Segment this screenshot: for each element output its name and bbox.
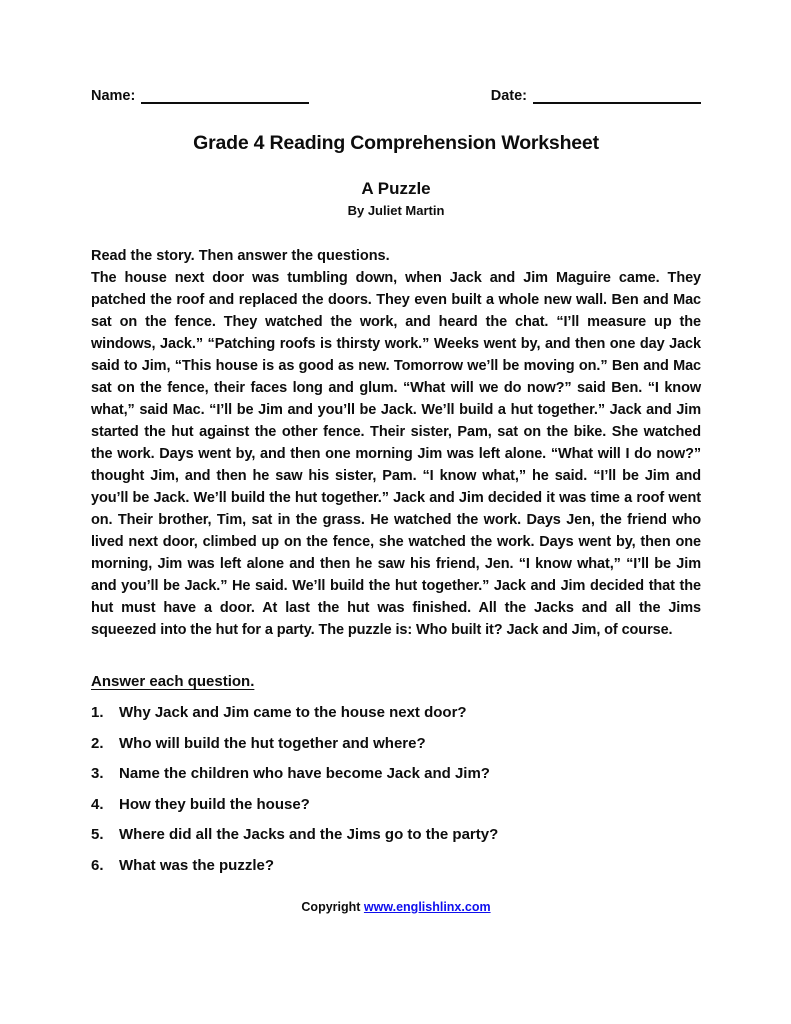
name-date-row	[91, 88, 701, 104]
question-row	[91, 703, 701, 723]
question-text: How they build the house?	[119, 795, 310, 813]
question-number: 2.	[91, 734, 104, 752]
copyright-label: Copyright	[301, 899, 361, 914]
answer-section-heading: Answer each question.	[91, 673, 255, 690]
question-number: 4.	[91, 795, 104, 813]
question-list	[91, 703, 701, 876]
question-row	[91, 856, 701, 876]
question-text: What was the puzzle?	[119, 856, 275, 874]
story-title: A Puzzle	[361, 179, 431, 198]
question-number: 6.	[91, 856, 104, 874]
name-field	[91, 88, 309, 104]
worksheet-title: Grade 4 Reading Comprehension Worksheet	[193, 132, 599, 154]
question-row	[91, 764, 701, 784]
question-number: 1.	[91, 704, 104, 721]
story-text: The house next door was tumbling down, when Jack and Jim Maguire came. They patched the roof and replaced the doors. They even built a whole new wall. Ben and Mac sat on the fence. They watched the work, and heard the chat. “I’ll measure up the windows, Jack.” “Patching roofs is thirsty work.” Weeks went by, and then one day Jack said to Jim, “This house is as good as new. Tomorrow we’ll be moving on.” Ben and Mac sat on the fence, their faces long and glum. “What will we do now?” said Ben. “I know what,” said Mac. “I’ll be Jim and you’ll be Jack. We’ll build a hut together.” Jack and Jim started the hut against the other fence. Their sister, Pam, sat on the bike. She watched the work. Days went by, and then one morning Jim was left alone. “What will I do now?” thought Jim, and then he saw his sister, Pam. “I know what,” he said. “I’ll be Jim and you’ll be Jack. We’ll build the hut together.” Jack and Jim decided it was time a roof went on. Their brother, Tim, sat in the grass. He watched the work. Days Jen, the friend who lived next door, climbed up on the fence, she watched the work. Days went by, then one morning, Jim was left alone and then he saw his friend, Jen. “I know what,” “I’ll be Jim and you’ll be Jack.” He said. We’ll build the hut together.” Jack and Jim decided that the hut must have a door. At last the hut was finished. All the Jacks and all the Jims squeezed into the hut for a party. The puzzle is: Who built it? Jack and Jim, of course.	[91, 270, 701, 638]
question-row	[91, 734, 701, 754]
question-number: 3.	[91, 765, 104, 782]
question-row	[91, 825, 701, 845]
date-blank-line	[533, 89, 701, 104]
question-text: Name the children who have become Jack and Jim?	[119, 765, 490, 782]
copyright-link[interactable]: www.englishlinx.com	[363, 899, 491, 914]
date-label: Date:	[490, 88, 527, 104]
question-row	[91, 795, 701, 815]
copyright-footer	[91, 900, 701, 914]
question-text: Where did all the Jacks and the Jims go to the party?	[119, 826, 499, 843]
question-text: Who will build the hut together and where?	[119, 734, 426, 752]
story-byline: By Juliet Martin	[347, 203, 445, 218]
question-number: 5.	[91, 826, 104, 843]
date-field	[491, 88, 701, 104]
story-instructions: Read the story. Then answer the questions.	[91, 248, 390, 264]
question-text: Why Jack and Jim came to the house next door?	[119, 704, 467, 721]
name-blank-line	[141, 89, 309, 104]
name-label: Name:	[91, 88, 136, 104]
